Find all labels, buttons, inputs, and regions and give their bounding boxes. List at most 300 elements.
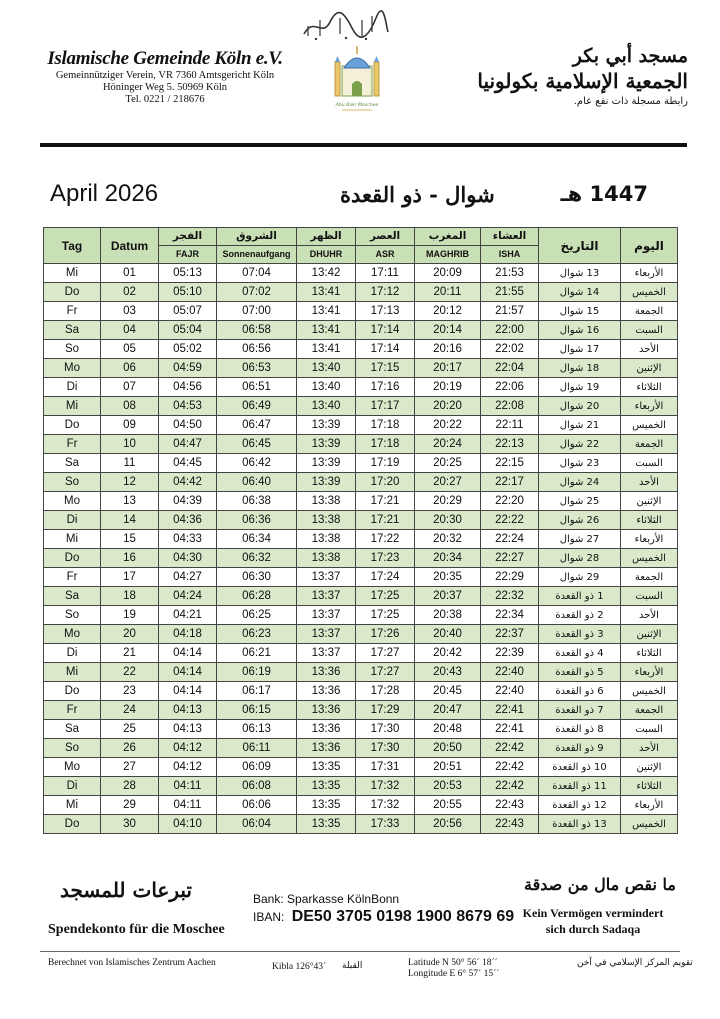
day-tag: Mo	[44, 625, 101, 644]
weekday-ar: الخميس	[621, 815, 678, 834]
date: 24	[101, 701, 159, 720]
day-tag: Di	[44, 644, 101, 663]
sunrise-time: 06:15	[217, 701, 297, 720]
date: 02	[101, 283, 159, 302]
dhuhr-time: 13:35	[297, 815, 356, 834]
date: 29	[101, 796, 159, 815]
sunrise-time: 06:51	[217, 378, 297, 397]
hijri-date: 18 شوال	[539, 359, 621, 378]
hijri-date: 27 شوال	[539, 530, 621, 549]
date: 04	[101, 321, 159, 340]
dhuhr-time: 13:37	[297, 625, 356, 644]
table-row	[44, 796, 678, 815]
isha-time: 22:15	[481, 454, 539, 473]
weekday-ar: الثلاثاء	[621, 777, 678, 796]
asr-time: 17:14	[356, 340, 415, 359]
sunrise-time: 06:21	[217, 644, 297, 663]
hijri-date: 4 ذو القعدة	[539, 644, 621, 663]
dhuhr-time: 13:36	[297, 739, 356, 758]
org-line-1: Gemeinnütziger Verein, VR 7360 Amtsgericht Köln	[55, 70, 275, 81]
table-row	[44, 758, 678, 777]
isha-time: 22:42	[481, 777, 539, 796]
maghrib-time: 20:40	[415, 625, 481, 644]
col-maghrib: المغرب MAGHRIB	[415, 228, 481, 264]
hijri-date: 25 شوال	[539, 492, 621, 511]
day-tag: Fr	[44, 302, 101, 321]
col-tag: Tag	[44, 228, 101, 264]
hijri-date: 20 شوال	[539, 397, 621, 416]
dhuhr-time: 13:38	[297, 549, 356, 568]
logo-caption: Abu Bakr Moschee	[335, 103, 379, 108]
date: 13	[101, 492, 159, 511]
isha-time: 22:22	[481, 511, 539, 530]
weekday-ar: الأربعاء	[621, 264, 678, 283]
isha-time: 22:17	[481, 473, 539, 492]
table-row	[44, 682, 678, 701]
table-row	[44, 302, 678, 321]
maghrib-time: 20:27	[415, 473, 481, 492]
hijri-date: 23 شوال	[539, 454, 621, 473]
asr-time: 17:32	[356, 796, 415, 815]
weekday-ar: الإثنين	[621, 625, 678, 644]
date: 17	[101, 568, 159, 587]
dhuhr-time: 13:37	[297, 587, 356, 606]
dhuhr-time: 13:37	[297, 606, 356, 625]
asr-time: 17:23	[356, 549, 415, 568]
asr-time: 17:20	[356, 473, 415, 492]
table-row	[44, 530, 678, 549]
weekday-ar: الثلاثاء	[621, 644, 678, 663]
dhuhr-time: 13:36	[297, 720, 356, 739]
mosque-name-ar: مسجد أبي بكر	[572, 45, 688, 67]
fajr-time: 04:10	[159, 815, 217, 834]
day-tag: So	[44, 606, 101, 625]
table-row	[44, 397, 678, 416]
bismillah-calligraphy-icon	[300, 8, 390, 42]
day-tag: Mo	[44, 758, 101, 777]
prayer-times-table	[43, 227, 678, 834]
date: 22	[101, 663, 159, 682]
isha-time: 22:41	[481, 701, 539, 720]
isha-time: 22:43	[481, 796, 539, 815]
donation-title-de: Spendekonto für die Moschee	[48, 922, 225, 937]
asr-time: 17:30	[356, 739, 415, 758]
sunrise-time: 06:40	[217, 473, 297, 492]
maghrib-time: 20:48	[415, 720, 481, 739]
asr-time: 17:27	[356, 644, 415, 663]
day-tag: Sa	[44, 454, 101, 473]
maghrib-time: 20:11	[415, 283, 481, 302]
isha-time: 21:53	[481, 264, 539, 283]
maghrib-time: 20:45	[415, 682, 481, 701]
table-header-row	[44, 228, 678, 264]
day-tag: Do	[44, 549, 101, 568]
isha-time: 22:02	[481, 340, 539, 359]
sunrise-time: 06:36	[217, 511, 297, 530]
maghrib-time: 20:19	[415, 378, 481, 397]
dhuhr-time: 13:39	[297, 473, 356, 492]
maghrib-time: 20:53	[415, 777, 481, 796]
maghrib-time: 20:42	[415, 644, 481, 663]
table-row	[44, 815, 678, 834]
asr-time: 17:16	[356, 378, 415, 397]
table-row	[44, 720, 678, 739]
dhuhr-time: 13:40	[297, 359, 356, 378]
weekday-ar: الأحد	[621, 473, 678, 492]
isha-time: 22:39	[481, 644, 539, 663]
fajr-time: 04:12	[159, 739, 217, 758]
fajr-time: 04:30	[159, 549, 217, 568]
asr-time: 17:27	[356, 663, 415, 682]
sunrise-time: 07:04	[217, 264, 297, 283]
isha-time: 22:32	[481, 587, 539, 606]
sunrise-time: 07:02	[217, 283, 297, 302]
isha-time: 22:04	[481, 359, 539, 378]
isha-time: 22:42	[481, 758, 539, 777]
isha-time: 21:57	[481, 302, 539, 321]
fajr-time: 04:42	[159, 473, 217, 492]
hijri-date: 11 ذو القعدة	[539, 777, 621, 796]
dhuhr-time: 13:36	[297, 682, 356, 701]
hijri-date: 13 ذو القعدة	[539, 815, 621, 834]
hijri-date: 19 شوال	[539, 378, 621, 397]
dhuhr-time: 13:41	[297, 302, 356, 321]
isha-time: 22:27	[481, 549, 539, 568]
hijri-date: 17 شوال	[539, 340, 621, 359]
fajr-time: 04:27	[159, 568, 217, 587]
table-row	[44, 321, 678, 340]
date: 20	[101, 625, 159, 644]
col-asr: العصر ASR	[356, 228, 415, 264]
table-body	[44, 264, 678, 834]
bank-name: Bank: Sparkasse KölnBonn	[253, 892, 400, 906]
date: 01	[101, 264, 159, 283]
fajr-time: 04:18	[159, 625, 217, 644]
day-tag: Do	[44, 815, 101, 834]
maghrib-time: 20:37	[415, 587, 481, 606]
fajr-time: 04:13	[159, 720, 217, 739]
asr-time: 17:18	[356, 435, 415, 454]
day-tag: Mi	[44, 796, 101, 815]
fajr-time: 04:45	[159, 454, 217, 473]
isha-time: 22:41	[481, 720, 539, 739]
hijri-date: 3 ذو القعدة	[539, 625, 621, 644]
date: 14	[101, 511, 159, 530]
maghrib-time: 20:55	[415, 796, 481, 815]
dhuhr-time: 13:36	[297, 701, 356, 720]
date: 06	[101, 359, 159, 378]
day-tag: Mi	[44, 397, 101, 416]
dhuhr-time: 13:42	[297, 264, 356, 283]
date: 16	[101, 549, 159, 568]
day-tag: So	[44, 340, 101, 359]
table-row	[44, 473, 678, 492]
isha-time: 22:37	[481, 625, 539, 644]
date: 30	[101, 815, 159, 834]
sadaqa-quote-de	[505, 905, 681, 937]
date: 27	[101, 758, 159, 777]
date: 05	[101, 340, 159, 359]
weekday-ar: الأحد	[621, 340, 678, 359]
asr-time: 17:11	[356, 264, 415, 283]
fajr-time: 04:14	[159, 663, 217, 682]
sunrise-time: 06:45	[217, 435, 297, 454]
table-row	[44, 340, 678, 359]
isha-time: 22:11	[481, 416, 539, 435]
date: 09	[101, 416, 159, 435]
table-row	[44, 378, 678, 397]
weekday-ar: الأحد	[621, 739, 678, 758]
maghrib-time: 20:24	[415, 435, 481, 454]
org-header-right	[428, 44, 688, 110]
fajr-time: 04:56	[159, 378, 217, 397]
org-line-2: Höninger Weg 5. 50969 Köln	[102, 82, 228, 93]
date: 08	[101, 397, 159, 416]
day-tag: Sa	[44, 720, 101, 739]
maghrib-time: 20:50	[415, 739, 481, 758]
fajr-time: 05:13	[159, 264, 217, 283]
hijri-date: 29 شوال	[539, 568, 621, 587]
weekday-ar: الجمعة	[621, 435, 678, 454]
dhuhr-time: 13:39	[297, 454, 356, 473]
asr-time: 17:19	[356, 454, 415, 473]
maghrib-time: 20:14	[415, 321, 481, 340]
isha-time: 22:40	[481, 663, 539, 682]
asr-time: 17:33	[356, 815, 415, 834]
date: 10	[101, 435, 159, 454]
donation-title-ar: تبرعات للمسجد	[60, 878, 192, 902]
fajr-time: 04:11	[159, 796, 217, 815]
day-tag: Di	[44, 777, 101, 796]
date: 28	[101, 777, 159, 796]
table-row	[44, 625, 678, 644]
sunrise-time: 06:08	[217, 777, 297, 796]
table-row	[44, 663, 678, 682]
day-tag: Mo	[44, 359, 101, 378]
isha-time: 21:55	[481, 283, 539, 302]
hijri-date: 6 ذو القعدة	[539, 682, 621, 701]
table-row	[44, 359, 678, 378]
sunrise-time: 06:06	[217, 796, 297, 815]
org-header-left	[40, 48, 290, 106]
date: 19	[101, 606, 159, 625]
isha-time: 22:00	[481, 321, 539, 340]
fajr-time: 04:53	[159, 397, 217, 416]
sunrise-time: 06:19	[217, 663, 297, 682]
table-row	[44, 492, 678, 511]
maghrib-time: 20:09	[415, 264, 481, 283]
fajr-time: 05:10	[159, 283, 217, 302]
day-tag: Do	[44, 682, 101, 701]
dhuhr-time: 13:41	[297, 340, 356, 359]
fajr-time: 05:02	[159, 340, 217, 359]
mosque-logo-icon	[332, 44, 382, 120]
asr-time: 17:25	[356, 606, 415, 625]
dhuhr-time: 13:38	[297, 511, 356, 530]
fajr-time: 04:14	[159, 682, 217, 701]
sunrise-time: 06:58	[217, 321, 297, 340]
asr-time: 17:28	[356, 682, 415, 701]
maghrib-time: 20:12	[415, 302, 481, 321]
maghrib-time: 20:56	[415, 815, 481, 834]
fajr-time: 04:39	[159, 492, 217, 511]
weekday-ar: الجمعة	[621, 302, 678, 321]
date: 21	[101, 644, 159, 663]
sunrise-time: 06:42	[217, 454, 297, 473]
day-tag: Sa	[44, 321, 101, 340]
dhuhr-time: 13:37	[297, 568, 356, 587]
isha-time: 22:29	[481, 568, 539, 587]
asr-time: 17:12	[356, 283, 415, 302]
fajr-time: 04:33	[159, 530, 217, 549]
fajr-time: 04:12	[159, 758, 217, 777]
dhuhr-time: 13:40	[297, 397, 356, 416]
fajr-time: 04:50	[159, 416, 217, 435]
asr-time: 17:32	[356, 777, 415, 796]
maghrib-time: 20:20	[415, 397, 481, 416]
table-row	[44, 606, 678, 625]
weekday-ar: الأربعاء	[621, 663, 678, 682]
table-row	[44, 416, 678, 435]
dhuhr-time: 13:39	[297, 416, 356, 435]
col-dhuhr: الظهر DHUHR	[297, 228, 356, 264]
fajr-time: 05:04	[159, 321, 217, 340]
table-row	[44, 283, 678, 302]
sunrise-time: 06:04	[217, 815, 297, 834]
sunrise-time: 06:23	[217, 625, 297, 644]
sunrise-time: 06:28	[217, 587, 297, 606]
maghrib-time: 20:25	[415, 454, 481, 473]
weekday-ar: الإثنين	[621, 359, 678, 378]
col-hijri-date: التاريخ	[539, 228, 621, 264]
day-tag: Mi	[44, 264, 101, 283]
day-tag: Mi	[44, 530, 101, 549]
sunrise-time: 06:56	[217, 340, 297, 359]
hijri-date: 28 شوال	[539, 549, 621, 568]
isha-time: 22:13	[481, 435, 539, 454]
sunrise-time: 06:17	[217, 682, 297, 701]
day-tag: Mo	[44, 492, 101, 511]
hijri-months-title: شوال - ذو القعدة	[340, 182, 495, 207]
day-tag: Mi	[44, 663, 101, 682]
table-row	[44, 587, 678, 606]
weekday-ar: الخميس	[621, 416, 678, 435]
weekday-ar: الخميس	[621, 682, 678, 701]
sunrise-time: 07:00	[217, 302, 297, 321]
asr-time: 17:26	[356, 625, 415, 644]
asr-time: 17:29	[356, 701, 415, 720]
col-isha: العشاء ISHA	[481, 228, 539, 264]
table-row	[44, 549, 678, 568]
sadaqa-quote-de-line-1: Kein Vermögen vermindert	[522, 906, 664, 920]
fajr-time: 04:36	[159, 511, 217, 530]
hijri-date: 21 شوال	[539, 416, 621, 435]
asr-time: 17:17	[356, 397, 415, 416]
weekday-ar: الأربعاء	[621, 796, 678, 815]
table-row	[44, 435, 678, 454]
asr-time: 17:25	[356, 587, 415, 606]
day-tag: So	[44, 739, 101, 758]
footer-computed-by: Berechnet von Islamisches Zentrum Aachen	[48, 958, 216, 968]
dhuhr-time: 13:36	[297, 663, 356, 682]
hijri-date: 5 ذو القعدة	[539, 663, 621, 682]
asr-time: 17:30	[356, 720, 415, 739]
org-line-3: Tel. 0221 / 218676	[125, 94, 205, 105]
fajr-time: 04:21	[159, 606, 217, 625]
isha-time: 22:20	[481, 492, 539, 511]
footer-divider	[40, 951, 680, 952]
date: 25	[101, 720, 159, 739]
footer-kibla-ar: القبلة	[342, 961, 363, 971]
day-tag: Do	[44, 416, 101, 435]
maghrib-time: 20:16	[415, 340, 481, 359]
table-row	[44, 454, 678, 473]
fajr-time: 04:59	[159, 359, 217, 378]
hijri-date: 26 شوال	[539, 511, 621, 530]
maghrib-time: 20:32	[415, 530, 481, 549]
dhuhr-time: 13:35	[297, 777, 356, 796]
table-row	[44, 644, 678, 663]
isha-time: 22:40	[481, 682, 539, 701]
maghrib-time: 20:35	[415, 568, 481, 587]
asr-time: 17:13	[356, 302, 415, 321]
association-note-ar: رابطة مسجلة ذات نفع عام.	[573, 96, 688, 107]
col-datum: Datum	[101, 228, 159, 264]
isha-time: 22:34	[481, 606, 539, 625]
asr-time: 17:22	[356, 530, 415, 549]
maghrib-time: 20:34	[415, 549, 481, 568]
weekday-ar: الجمعة	[621, 701, 678, 720]
date: 15	[101, 530, 159, 549]
weekday-ar: السبت	[621, 321, 678, 340]
fajr-time: 04:24	[159, 587, 217, 606]
dhuhr-time: 13:38	[297, 492, 356, 511]
weekday-ar: الثلاثاء	[621, 378, 678, 397]
weekday-ar: السبت	[621, 587, 678, 606]
fajr-time: 04:13	[159, 701, 217, 720]
iban-label: IBAN:	[253, 910, 285, 924]
hijri-year-title: 1447 هـ	[560, 182, 648, 206]
sunrise-time: 06:47	[217, 416, 297, 435]
sunrise-time: 06:13	[217, 720, 297, 739]
month-title: April 2026	[50, 180, 159, 207]
date: 07	[101, 378, 159, 397]
maghrib-time: 20:43	[415, 663, 481, 682]
fajr-time: 04:14	[159, 644, 217, 663]
hijri-date: 14 شوال	[539, 283, 621, 302]
hijri-date: 10 ذو القعدة	[539, 758, 621, 777]
asr-time: 17:21	[356, 492, 415, 511]
hijri-date: 1 ذو القعدة	[539, 587, 621, 606]
weekday-ar: الثلاثاء	[621, 511, 678, 530]
footer-calendar-ar: تقويم المركز الإسلامي في آخن	[577, 958, 693, 968]
dhuhr-time: 13:35	[297, 758, 356, 777]
hijri-date: 15 شوال	[539, 302, 621, 321]
association-name-ar: الجمعية الإسلامية بكولونيا	[477, 69, 688, 93]
maghrib-time: 20:51	[415, 758, 481, 777]
sadaqa-quote-de-line-2: sich durch Sadaqa	[545, 922, 641, 936]
sunrise-time: 06:09	[217, 758, 297, 777]
maghrib-time: 20:47	[415, 701, 481, 720]
dhuhr-time: 13:41	[297, 283, 356, 302]
isha-time: 22:43	[481, 815, 539, 834]
day-tag: Di	[44, 378, 101, 397]
hijri-date: 12 ذو القعدة	[539, 796, 621, 815]
sunrise-time: 06:34	[217, 530, 297, 549]
date: 23	[101, 682, 159, 701]
asr-time: 17:15	[356, 359, 415, 378]
day-tag: Do	[44, 283, 101, 302]
